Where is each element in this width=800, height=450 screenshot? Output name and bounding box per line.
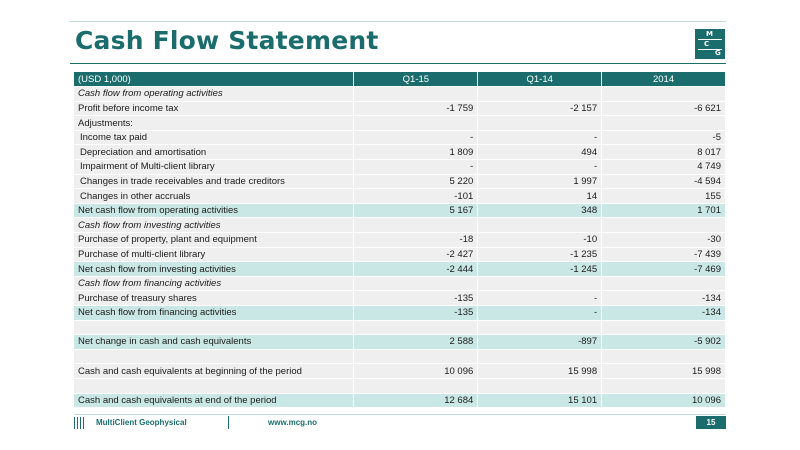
row-value: -10 xyxy=(478,233,602,248)
table-row xyxy=(74,87,726,102)
row-label: Impairment of Multi-client library xyxy=(74,160,354,175)
row-value: -101 xyxy=(354,189,478,204)
header-q1-15: Q1-15 xyxy=(354,72,478,87)
row-value: -134 xyxy=(602,306,726,321)
row-value: -134 xyxy=(602,291,726,306)
row-value: -18 xyxy=(354,233,478,248)
table-row xyxy=(74,262,726,277)
row-value: 8 017 xyxy=(602,145,726,160)
row-value xyxy=(478,116,602,131)
row-label: Cash flow from investing activities xyxy=(74,218,354,233)
row-value xyxy=(478,349,602,364)
table-row xyxy=(74,145,726,160)
row-label: Cash and cash equivalents at beginning of the period xyxy=(74,364,354,379)
table-row xyxy=(74,160,726,175)
row-label: Profit before income tax xyxy=(74,101,354,116)
row-value: 1 809 xyxy=(354,145,478,160)
logo-letter-c: C xyxy=(704,40,710,48)
footer-website-link[interactable]: www.mcg.no xyxy=(268,418,318,427)
row-value: -7 439 xyxy=(602,247,726,262)
row-value xyxy=(354,320,478,335)
row-value: 14 xyxy=(478,189,602,204)
row-value: 15 998 xyxy=(602,364,726,379)
row-label: Purchase of treasury shares xyxy=(74,291,354,306)
row-value xyxy=(354,276,478,291)
row-value: 15 101 xyxy=(478,393,602,408)
footer-company-name: MultiClient Geophysical xyxy=(96,418,187,427)
row-label: Changes in other accruals xyxy=(74,189,354,204)
row-value: 12 684 xyxy=(354,393,478,408)
table-header-row xyxy=(74,72,726,87)
slide-title: Cash Flow Statement xyxy=(75,26,379,55)
row-label: Cash and cash equivalents at end of the period xyxy=(74,393,354,408)
header-unit: (USD 1,000) xyxy=(74,72,354,87)
row-value: -2 427 xyxy=(354,247,478,262)
row-value: -5 902 xyxy=(602,335,726,350)
row-value: -135 xyxy=(354,306,478,321)
row-value: 1 701 xyxy=(602,203,726,218)
row-label: Depreciation and amortisation xyxy=(74,145,354,160)
row-value: -2 444 xyxy=(354,262,478,277)
slide-footer xyxy=(74,415,726,431)
row-value: 2 588 xyxy=(354,335,478,350)
table-row xyxy=(74,130,726,145)
table-row xyxy=(74,349,726,364)
row-label: Cash flow from operating activities xyxy=(74,87,354,102)
row-value xyxy=(478,320,602,335)
row-value xyxy=(602,320,726,335)
row-value: 4 749 xyxy=(602,160,726,175)
table-row xyxy=(74,247,726,262)
table-row xyxy=(74,233,726,248)
table-row xyxy=(74,364,726,379)
row-value xyxy=(602,378,726,393)
row-value: 1 997 xyxy=(478,174,602,189)
row-label: Net cash flow from investing activities xyxy=(74,262,354,277)
logo-letter-g: G xyxy=(715,49,721,57)
table-row xyxy=(74,320,726,335)
row-value: -7 469 xyxy=(602,262,726,277)
row-value: - xyxy=(478,160,602,175)
page-number: 15 xyxy=(696,416,726,429)
table-row xyxy=(74,174,726,189)
row-value: -135 xyxy=(354,291,478,306)
row-label: Cash flow from financing activities xyxy=(74,276,354,291)
row-value: -6 621 xyxy=(602,101,726,116)
row-value: 10 096 xyxy=(354,364,478,379)
header-q1-14: Q1-14 xyxy=(478,72,602,87)
row-value xyxy=(354,218,478,233)
row-value xyxy=(602,87,726,102)
footer-separator xyxy=(228,416,229,429)
row-value: 10 096 xyxy=(602,393,726,408)
table-row xyxy=(74,218,726,233)
row-label: Adjustments: xyxy=(74,116,354,131)
row-label xyxy=(74,349,354,364)
row-value xyxy=(354,116,478,131)
cash-flow-table xyxy=(74,72,726,408)
logo-letter-m: M xyxy=(706,30,713,38)
company-logo xyxy=(695,29,725,59)
row-value xyxy=(602,116,726,131)
table-row xyxy=(74,203,726,218)
table-row xyxy=(74,378,726,393)
row-value: -1 759 xyxy=(354,101,478,116)
row-value: 5 167 xyxy=(354,203,478,218)
row-value: 155 xyxy=(602,189,726,204)
row-value xyxy=(478,276,602,291)
row-value xyxy=(354,87,478,102)
row-value: -2 157 xyxy=(478,101,602,116)
table-row xyxy=(74,116,726,131)
row-value: -5 xyxy=(602,130,726,145)
row-value: - xyxy=(478,291,602,306)
table-row xyxy=(74,101,726,116)
table-row xyxy=(74,291,726,306)
title-divider xyxy=(70,63,726,64)
table-row xyxy=(74,393,726,408)
row-label: Purchase of property, plant and equipment xyxy=(74,233,354,248)
row-value xyxy=(354,378,478,393)
footer-bars-icon xyxy=(74,417,88,429)
row-value: 494 xyxy=(478,145,602,160)
row-value xyxy=(354,349,478,364)
row-value: -897 xyxy=(478,335,602,350)
row-value xyxy=(602,349,726,364)
row-value: - xyxy=(478,130,602,145)
table-row xyxy=(74,306,726,321)
row-value xyxy=(602,218,726,233)
row-label: Net cash flow from operating activities xyxy=(74,203,354,218)
row-value: 15 998 xyxy=(478,364,602,379)
row-value: -1 235 xyxy=(478,247,602,262)
row-value: -1 245 xyxy=(478,262,602,277)
row-value xyxy=(478,378,602,393)
row-value: 5 220 xyxy=(354,174,478,189)
row-label: Income tax paid xyxy=(74,130,354,145)
row-value: -30 xyxy=(602,233,726,248)
row-label: Net cash flow from financing activities xyxy=(74,306,354,321)
row-value: 348 xyxy=(478,203,602,218)
header-2014: 2014 xyxy=(602,72,726,87)
table-row xyxy=(74,276,726,291)
row-label xyxy=(74,320,354,335)
row-value xyxy=(602,276,726,291)
table-row xyxy=(74,335,726,350)
row-value: - xyxy=(354,130,478,145)
top-divider xyxy=(70,21,726,22)
row-value: - xyxy=(354,160,478,175)
row-label xyxy=(74,378,354,393)
row-value: -4 594 xyxy=(602,174,726,189)
table-body xyxy=(74,87,726,408)
row-label: Net change in cash and cash equivalents xyxy=(74,335,354,350)
row-value: - xyxy=(478,306,602,321)
row-label: Purchase of multi-client library xyxy=(74,247,354,262)
row-value xyxy=(478,87,602,102)
table-row xyxy=(74,189,726,204)
row-label: Changes in trade receivables and trade creditors xyxy=(74,174,354,189)
row-value xyxy=(478,218,602,233)
